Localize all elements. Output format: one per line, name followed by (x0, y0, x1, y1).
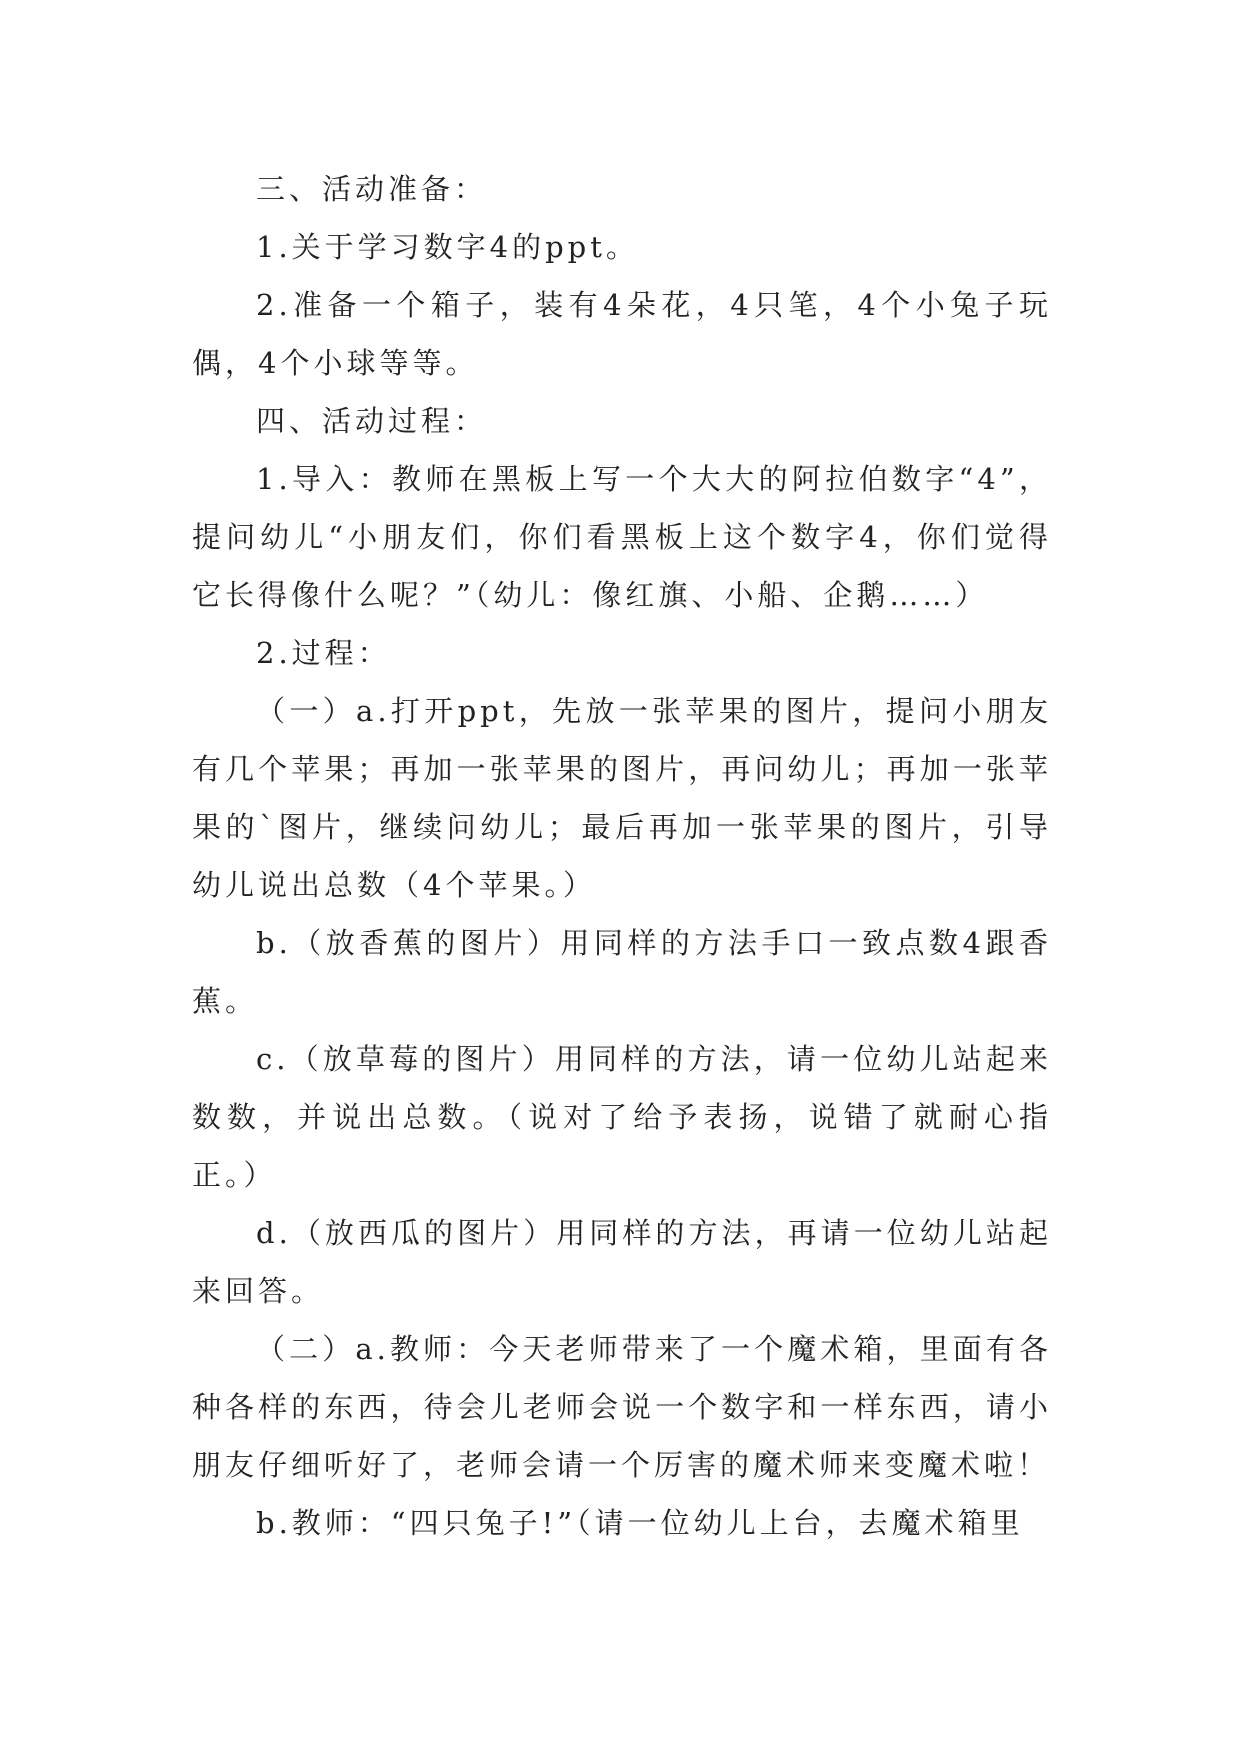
section-heading-preparation: 三、活动准备： (256, 172, 488, 206)
paragraph-step-1d: d.（放西瓜的图片）用同样的方法，再请一位幼儿站起来回答。 (192, 1216, 1052, 1308)
paragraph-prep-1: 1.关于学习数字4的ppt。 (256, 230, 639, 264)
paragraph-step-1c: c.（放草莓的图片）用同样的方法，请一位幼儿站起来数数，并说出总数。（说对了给予表扬，说错了就耐心指正。） (192, 1042, 1052, 1192)
paragraph-step-1a: （一）a.打开ppt，先放一张苹果的图片，提问小朋友有几个苹果；再加一张苹果的图片，再问幼儿；再加一张苹果的`图片，继续问幼儿；最后再加一张苹果的图片，引导幼儿说出总数（4个苹果。） (192, 694, 1052, 902)
document-body (192, 160, 1052, 1552)
paragraph-step-2a: （二）a.教师：今天老师带来了一个魔术箱，里面有各种各样的东西，待会儿老师会说一个数字和一样东西，请小朋友仔细听好了，老师会请一个厉害的魔术师来变魔术啦！ (192, 1332, 1052, 1482)
paragraph-prep-2: 2.准备一个箱子，装有4朵花，4只笔，4个小兔子玩偶，4个小球等等。 (192, 288, 1052, 380)
paragraph-process-title: 2.过程： (256, 636, 391, 670)
paragraph-step-1b: b.（放香蕉的图片）用同样的方法手口一致点数4跟香蕉。 (192, 926, 1052, 1018)
paragraph-step-2b: b.教师：“四只兔子!”（请一位幼儿上台，去魔术箱里 (256, 1506, 1024, 1540)
paragraph-intro: 1.导入：教师在黑板上写一个大大的阿拉伯数字“4”，提问幼儿“小朋友们，你们看黑板上这个数字4，你们觉得它长得像什么呢？”（幼儿：像红旗、小船、企鹅……） (192, 462, 1052, 612)
section-heading-process: 四、活动过程： (256, 404, 488, 438)
